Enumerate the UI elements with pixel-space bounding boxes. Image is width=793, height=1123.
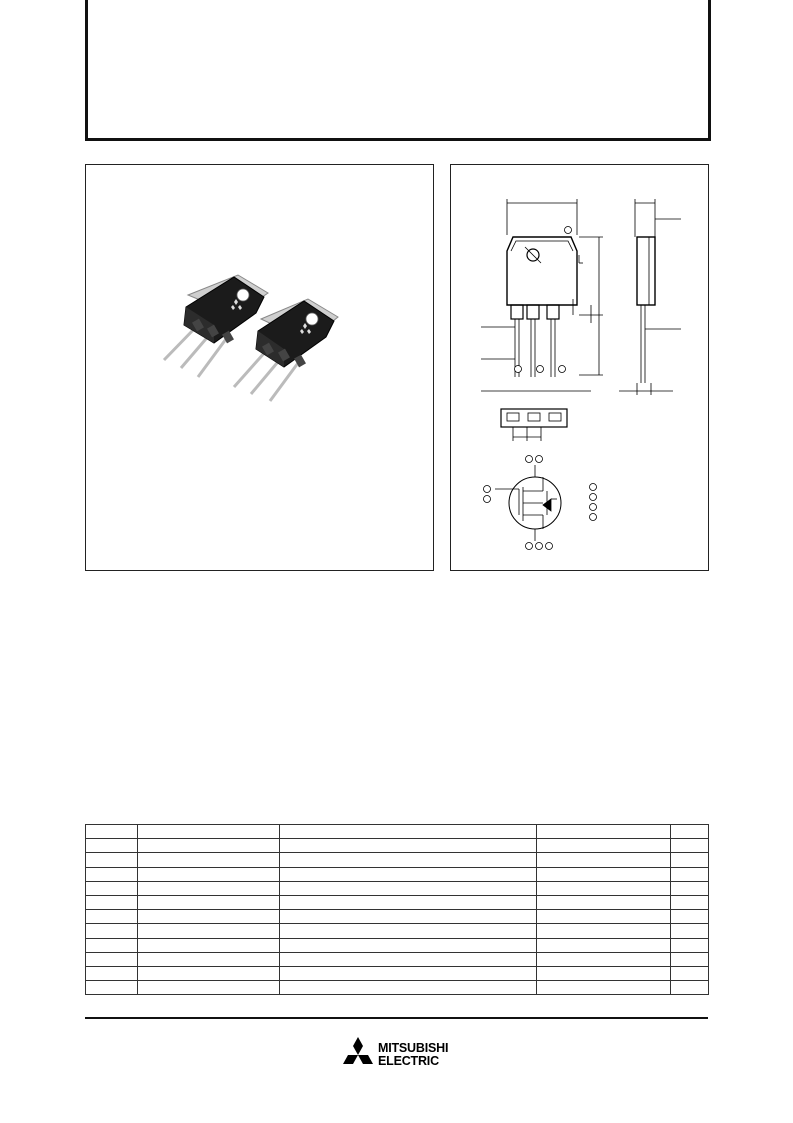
product-photo-panel [85, 164, 434, 571]
outline-drawing-panel [450, 164, 709, 571]
table-cell [537, 895, 671, 909]
table-cell [86, 981, 138, 995]
table-cell [671, 952, 709, 966]
table-cell [537, 910, 671, 924]
table-cell [671, 910, 709, 924]
table-cell [280, 839, 537, 853]
table-row [86, 981, 709, 995]
table-cell [86, 867, 138, 881]
table-cell [280, 952, 537, 966]
table-cell [280, 910, 537, 924]
table-cell [138, 825, 280, 839]
table-row [86, 867, 709, 881]
table-cell [138, 966, 280, 980]
table-cell [537, 981, 671, 995]
table-cell [280, 853, 537, 867]
table-cell [280, 881, 537, 895]
table-cell [86, 839, 138, 853]
transistor-left [164, 275, 268, 377]
table-cell [537, 881, 671, 895]
table-cell [86, 881, 138, 895]
table-cell [671, 839, 709, 853]
table-cell [280, 938, 537, 952]
table-cell [671, 867, 709, 881]
table-cell [671, 938, 709, 952]
maximum-ratings-table [85, 824, 709, 995]
table-row [86, 938, 709, 952]
brand-name-line2: ELECTRIC [378, 1054, 439, 1068]
table-cell [671, 966, 709, 980]
table-cell [537, 924, 671, 938]
table-cell [671, 881, 709, 895]
table-row [86, 910, 709, 924]
outline-drawing [451, 165, 708, 570]
table-cell [537, 853, 671, 867]
brand-name-line1: MITSUBISHI [378, 1041, 449, 1055]
footer-rule [85, 1017, 708, 1019]
table-cell [138, 952, 280, 966]
table-row [86, 966, 709, 980]
table-cell [138, 853, 280, 867]
table-row [86, 853, 709, 867]
table-cell [280, 924, 537, 938]
table-cell [138, 839, 280, 853]
table-row [86, 895, 709, 909]
table-cell [138, 881, 280, 895]
table-row [86, 825, 709, 839]
table-cell [671, 981, 709, 995]
table-cell [280, 825, 537, 839]
table-cell [86, 853, 138, 867]
table-cell [138, 981, 280, 995]
table-cell [86, 952, 138, 966]
table-cell [537, 839, 671, 853]
transistor-photo [86, 165, 433, 570]
three-diamonds-icon [340, 1037, 376, 1071]
table-cell [537, 938, 671, 952]
table-cell [138, 938, 280, 952]
table-cell [671, 825, 709, 839]
table-cell [537, 825, 671, 839]
table-cell [86, 938, 138, 952]
table-cell [671, 895, 709, 909]
table-cell [537, 867, 671, 881]
table-cell [86, 825, 138, 839]
table-cell [138, 924, 280, 938]
table-cell [138, 910, 280, 924]
table-cell [280, 981, 537, 995]
table-cell [280, 966, 537, 980]
table-cell [280, 867, 537, 881]
table-cell [138, 867, 280, 881]
table-row [86, 952, 709, 966]
header-box [85, 0, 711, 141]
table-cell [671, 853, 709, 867]
table-cell [86, 910, 138, 924]
table-cell [86, 966, 138, 980]
table-cell [86, 895, 138, 909]
table-row [86, 881, 709, 895]
table-cell [86, 924, 138, 938]
table-cell [671, 924, 709, 938]
table-cell [537, 966, 671, 980]
table-cell [280, 895, 537, 909]
table-row [86, 924, 709, 938]
table-cell [138, 895, 280, 909]
brand-logo [340, 1037, 460, 1075]
table-row [86, 839, 709, 853]
table-cell [537, 952, 671, 966]
